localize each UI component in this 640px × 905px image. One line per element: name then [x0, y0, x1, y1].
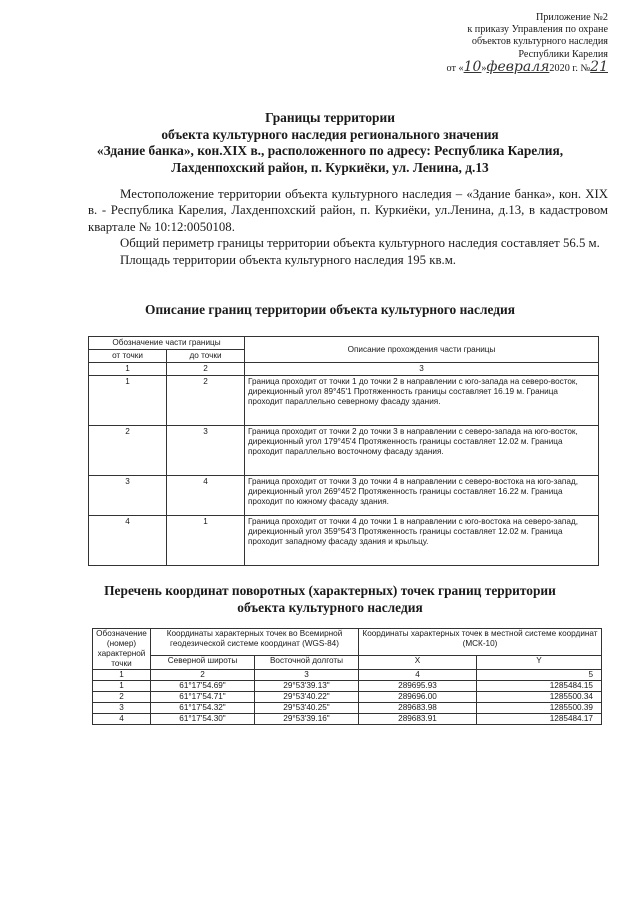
head-wgs: Координаты характерных точек во Всемирной геодезической системе координат (WGS-84): [151, 629, 359, 656]
perimeter-paragraph: Общий периметр границы территории объекта культурного наследия составляет 56.5 м.: [120, 236, 600, 251]
document-title: Границы территории объекта культурного наследия регионального значения «Здание банка», кон.XIX в., расположенного по адресу: Республика Карелия, Лахденпохский район, п. Куркиёки, ул. Ленина, д.13: [96, 110, 564, 175]
area-paragraph: Площадь территории объекта культурного наследия 195 кв.м.: [120, 252, 457, 267]
table-row: 1 2 Граница проходит от точки 1 до точки 2 в направлении с юго-запада на северо-восток, дирекционный угол 89°45'1 Протяженность границы составляет 16.19 м. Граница проходит параллельно северному фасаду здания.: [89, 376, 599, 426]
boundary-table: [88, 336, 599, 566]
head-desc: Описание прохождения части границы: [245, 337, 599, 363]
head-to: до точки: [167, 350, 245, 363]
table-row: 2 3 Граница проходит от точки 2 до точки 3 в направлении с северо-запада на юго-восток, дирекционный угол 179°45'4 Протяженность границы составляет 12.02 м. Граница проходит параллельно восточному фасаду здания.: [89, 426, 599, 476]
table-row: 4 61°17'54.30" 29°53'39.16" 289683.91 1285484.17: [93, 714, 602, 725]
head-lon: Восточной долготы: [255, 655, 359, 669]
appendix-date: от «10»февраля2020 г. №21: [446, 58, 608, 75]
col-num: 5: [477, 670, 602, 681]
table-row: 4 1 Граница проходит от точки 4 до точки 1 в направлении с юго-востока на северо-запад, дирекционный угол 359°54'3 Протяженность границы составляет 12.02 м. Граница проходит западному фасаду здания и крыльцу.: [89, 516, 599, 566]
handwritten-month: февраля: [486, 58, 550, 75]
col-num: 2: [151, 670, 255, 681]
appendix-header: [388, 12, 608, 75]
col-num: 3: [245, 363, 599, 376]
head-point: Обозначение (номер) характерной точки: [93, 629, 151, 670]
col-num: 2: [167, 363, 245, 376]
table-row: 2 61°17'54.71" 29°53'40.22" 289696.00 1285500.34: [93, 692, 602, 703]
table-row: 3 4 Граница проходит от точки 3 до точки 4 в направлении с северо-востока на юго-запад, дирекционный угол 269°45'2 Протяженность границы составляет 16.22 м. Граница проходит по южному фасаду здания.: [89, 476, 599, 516]
handwritten-number: 21: [590, 58, 608, 75]
appendix-line: Республики Карелия: [518, 48, 608, 60]
col-num: 4: [359, 670, 477, 681]
head-from: от точки: [89, 350, 167, 363]
head-msk: Координаты характерных точек в местной системе координат (МСК-10): [359, 629, 602, 656]
coordinates-heading: Перечень координат поворотных (характерных) точек границ территории объекта культурного наследия: [104, 583, 556, 615]
head-lat: Северной широты: [151, 655, 255, 669]
table-row: 1 61°17'54.69" 29°53'39.13" 289695.93 1285484.15: [93, 681, 602, 692]
body-text: [88, 186, 608, 268]
handwritten-day: 10: [463, 58, 482, 75]
table-row: 3 61°17'54.32" 29°53'40.25" 289683.98 1285500.39: [93, 703, 602, 714]
head-y: Y: [477, 655, 602, 669]
appendix-line: к приказу Управления по охране: [467, 24, 608, 36]
coordinates-table: [92, 628, 602, 725]
boundary-description-heading: Описание границ территории объекта культурного наследия: [145, 302, 515, 317]
location-paragraph: Местоположение территории объекта культурного наследия – «Здание банка», кон. XIX в. - Республика Карелия, Лахденпохский район, п. Куркиёки, ул.Ленина, д.13, в кадастровом квартале № 10:12:0050108.: [88, 187, 608, 234]
col-num: 1: [93, 670, 151, 681]
head-x: X: [359, 655, 477, 669]
col-num: 3: [255, 670, 359, 681]
head-group: Обозначение части границы: [89, 337, 245, 350]
appendix-line: объектов культурного наследия: [471, 36, 608, 48]
col-num: 1: [89, 363, 167, 376]
appendix-line: Приложение №2: [535, 12, 608, 23]
